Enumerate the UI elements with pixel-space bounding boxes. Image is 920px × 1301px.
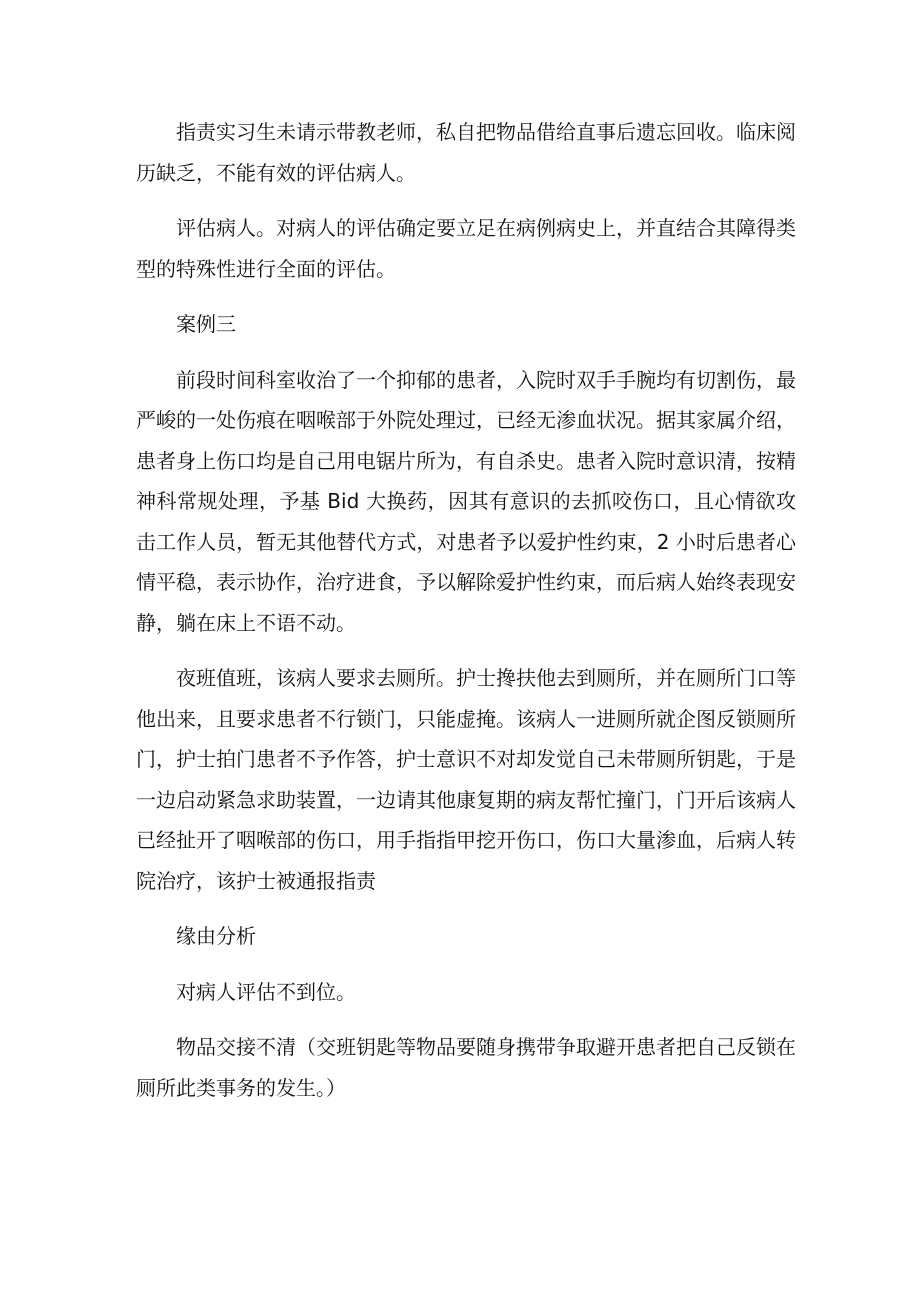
paragraph-cause-1: 对病人评估不到位。 <box>176 979 356 1004</box>
paragraph-1: 指责实习生未请示带教老师，私自把物品借给直事后遗忘回收。临床阅历缺乏，不能有效的评估病人。 <box>136 120 796 185</box>
paragraph-cause-2: 物品交接不清（交班钥匙等物品要随身携带争取避开患者把自己反锁在厕所此类事务的发生。） <box>136 1035 796 1100</box>
paragraph-night-shift: 夜班值班，该病人要求去厕所。护士搀扶他去到厕所，并在厕所门口等他出来，且要求患者不行锁门，只能虚掩。该病人一进厕所就企图反锁厕所门，护士拍门患者不予作答，护士意识不对却发觉自己未带厕所钥匙，于是一边启动紧急求助装置，一边请其他康复期的病友帮忙撞门，门开后该病人已经扯开了咽喉部的伤口，用手指指甲挖开伤口，伤口大量渗血，后病人转院治疗，该护士被通报指责 <box>136 666 796 893</box>
paragraph-case-description: 前段时间科室收治了一个抑郁的患者，入院时双手手腕均有切割伤，最严峻的一处伤痕在咽喉部于外院处理过，已经无渗血状况。据其家属介绍，患者身上伤口均是自己用电锯片所为，有自杀史。患者入院时意识清，按精神科常规处理，予基 Bid 大换药，因其有意识的去抓咬伤口，且心情欲攻击工作人员，暂无其他替代方式，对患者予以爱护性约束，2 小时后患者心情平稳，表示协作，治疗进食，予以解除爱护性约束，而后病人始终表现安静，躺在床上不语不动。 <box>136 367 796 635</box>
section-heading-case-three: 案例三 <box>176 312 236 336</box>
document-body <box>136 112 796 1123</box>
paragraph-2: 评估病人。对病人的评估确定要立足在病例病史上，并直结合其障得类型的特殊性进行全面的评估。 <box>136 216 796 281</box>
section-heading-cause-analysis: 缘由分析 <box>176 924 256 948</box>
